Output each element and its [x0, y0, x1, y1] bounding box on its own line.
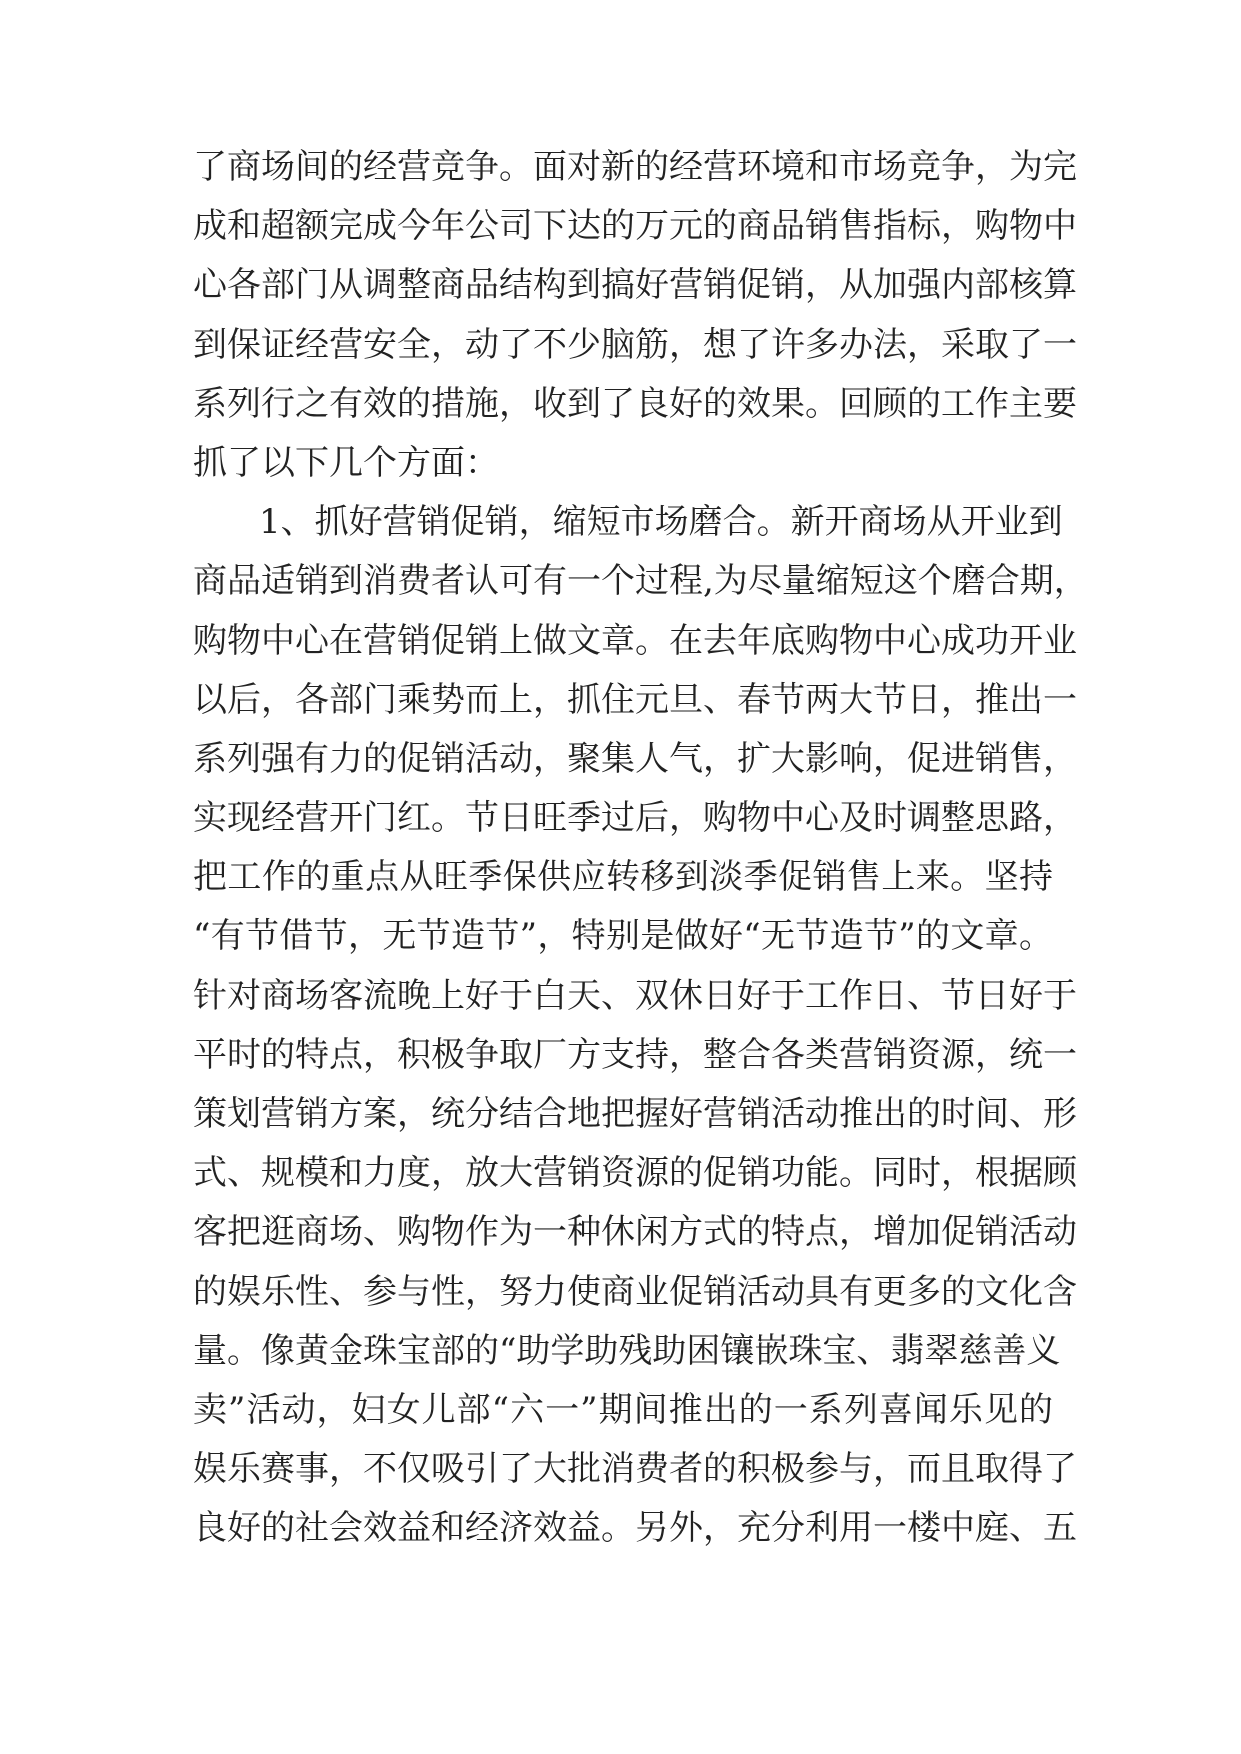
text-line: 心各部门从调整商品结构到搞好营销促销，从加强内部核算 [193, 265, 1077, 306]
text-line: 购物中心在营销促销上做文章。在去年底购物中心成功开业 [193, 620, 1077, 661]
text-line: 了商场间的经营竞争。面对新的经营环境和市场竞争，为完 [193, 147, 1077, 187]
text-line: 良好的社会效益和经济效益。另外，充分利用一楼中庭、五 [193, 1508, 1077, 1549]
text-line: 1、抓好营销促销，缩短市场磨合。新开商场从开业到 [259, 502, 1063, 543]
text-line: 系列强有力的促销活动，聚集人气，扩大影响，促进销售， [193, 738, 1077, 779]
text-line: 抓了以下几个方面： [193, 442, 499, 483]
text-line: 系列行之有效的措施，收到了良好的效果。回顾的工作主要 [193, 383, 1077, 424]
text-line: 的娱乐性、参与性，努力使商业促销活动具有更多的文化含 [193, 1271, 1077, 1312]
text-line: 策划营销方案，统分结合地把握好营销活动推出的时间、形 [193, 1094, 1077, 1134]
text-line: 式、规模和力度，放大营销资源的促销功能。同时，根据顾 [193, 1153, 1077, 1194]
document-page [193, 138, 1088, 1559]
paragraph-2 [193, 493, 1088, 1558]
text-line: 以后，各部门乘势而上，抓住元旦、春节两大节日，推出一 [193, 679, 1077, 720]
text-line: 实现经营开门红。节日旺季过后，购物中心及时调整思路， [193, 798, 1077, 839]
text-line: 娱乐赛事，不仅吸引了大批消费者的积极参与，而且取得了 [193, 1449, 1077, 1490]
text-line: 量。像黄金珠宝部的“助学助残助困镶嵌珠宝、翡翠慈善义 [193, 1330, 1061, 1371]
text-line: 把工作的重点从旺季保供应转移到淡季促销售上来。坚持 [193, 857, 1053, 898]
text-line: 商品适销到消费者认可有一个过程,为尽量缩短这个磨合期， [193, 561, 1088, 602]
text-line: “有节借节，无节造节”，特别是做好“无节造节”的文章。 [193, 916, 1053, 957]
text-line: 到保证经营安全，动了不少脑筋，想了许多办法，采取了一 [193, 324, 1077, 365]
paragraph-1 [193, 138, 1077, 493]
text-line: 卖”活动，妇女儿部“六一”期间推出的一系列喜闻乐见的 [193, 1389, 1053, 1430]
text-line: 针对商场客流晚上好于白天、双休日好于工作日、节日好于 [193, 975, 1077, 1016]
text-line: 平时的特点，积极争取厂方支持，整合各类营销资源，统一 [193, 1034, 1077, 1075]
text-line: 成和超额完成今年公司下达的万元的商品销售指标，购物中 [193, 206, 1077, 247]
text-line: 客把逛商场、购物作为一种休闲方式的特点，增加促销活动 [193, 1212, 1077, 1253]
